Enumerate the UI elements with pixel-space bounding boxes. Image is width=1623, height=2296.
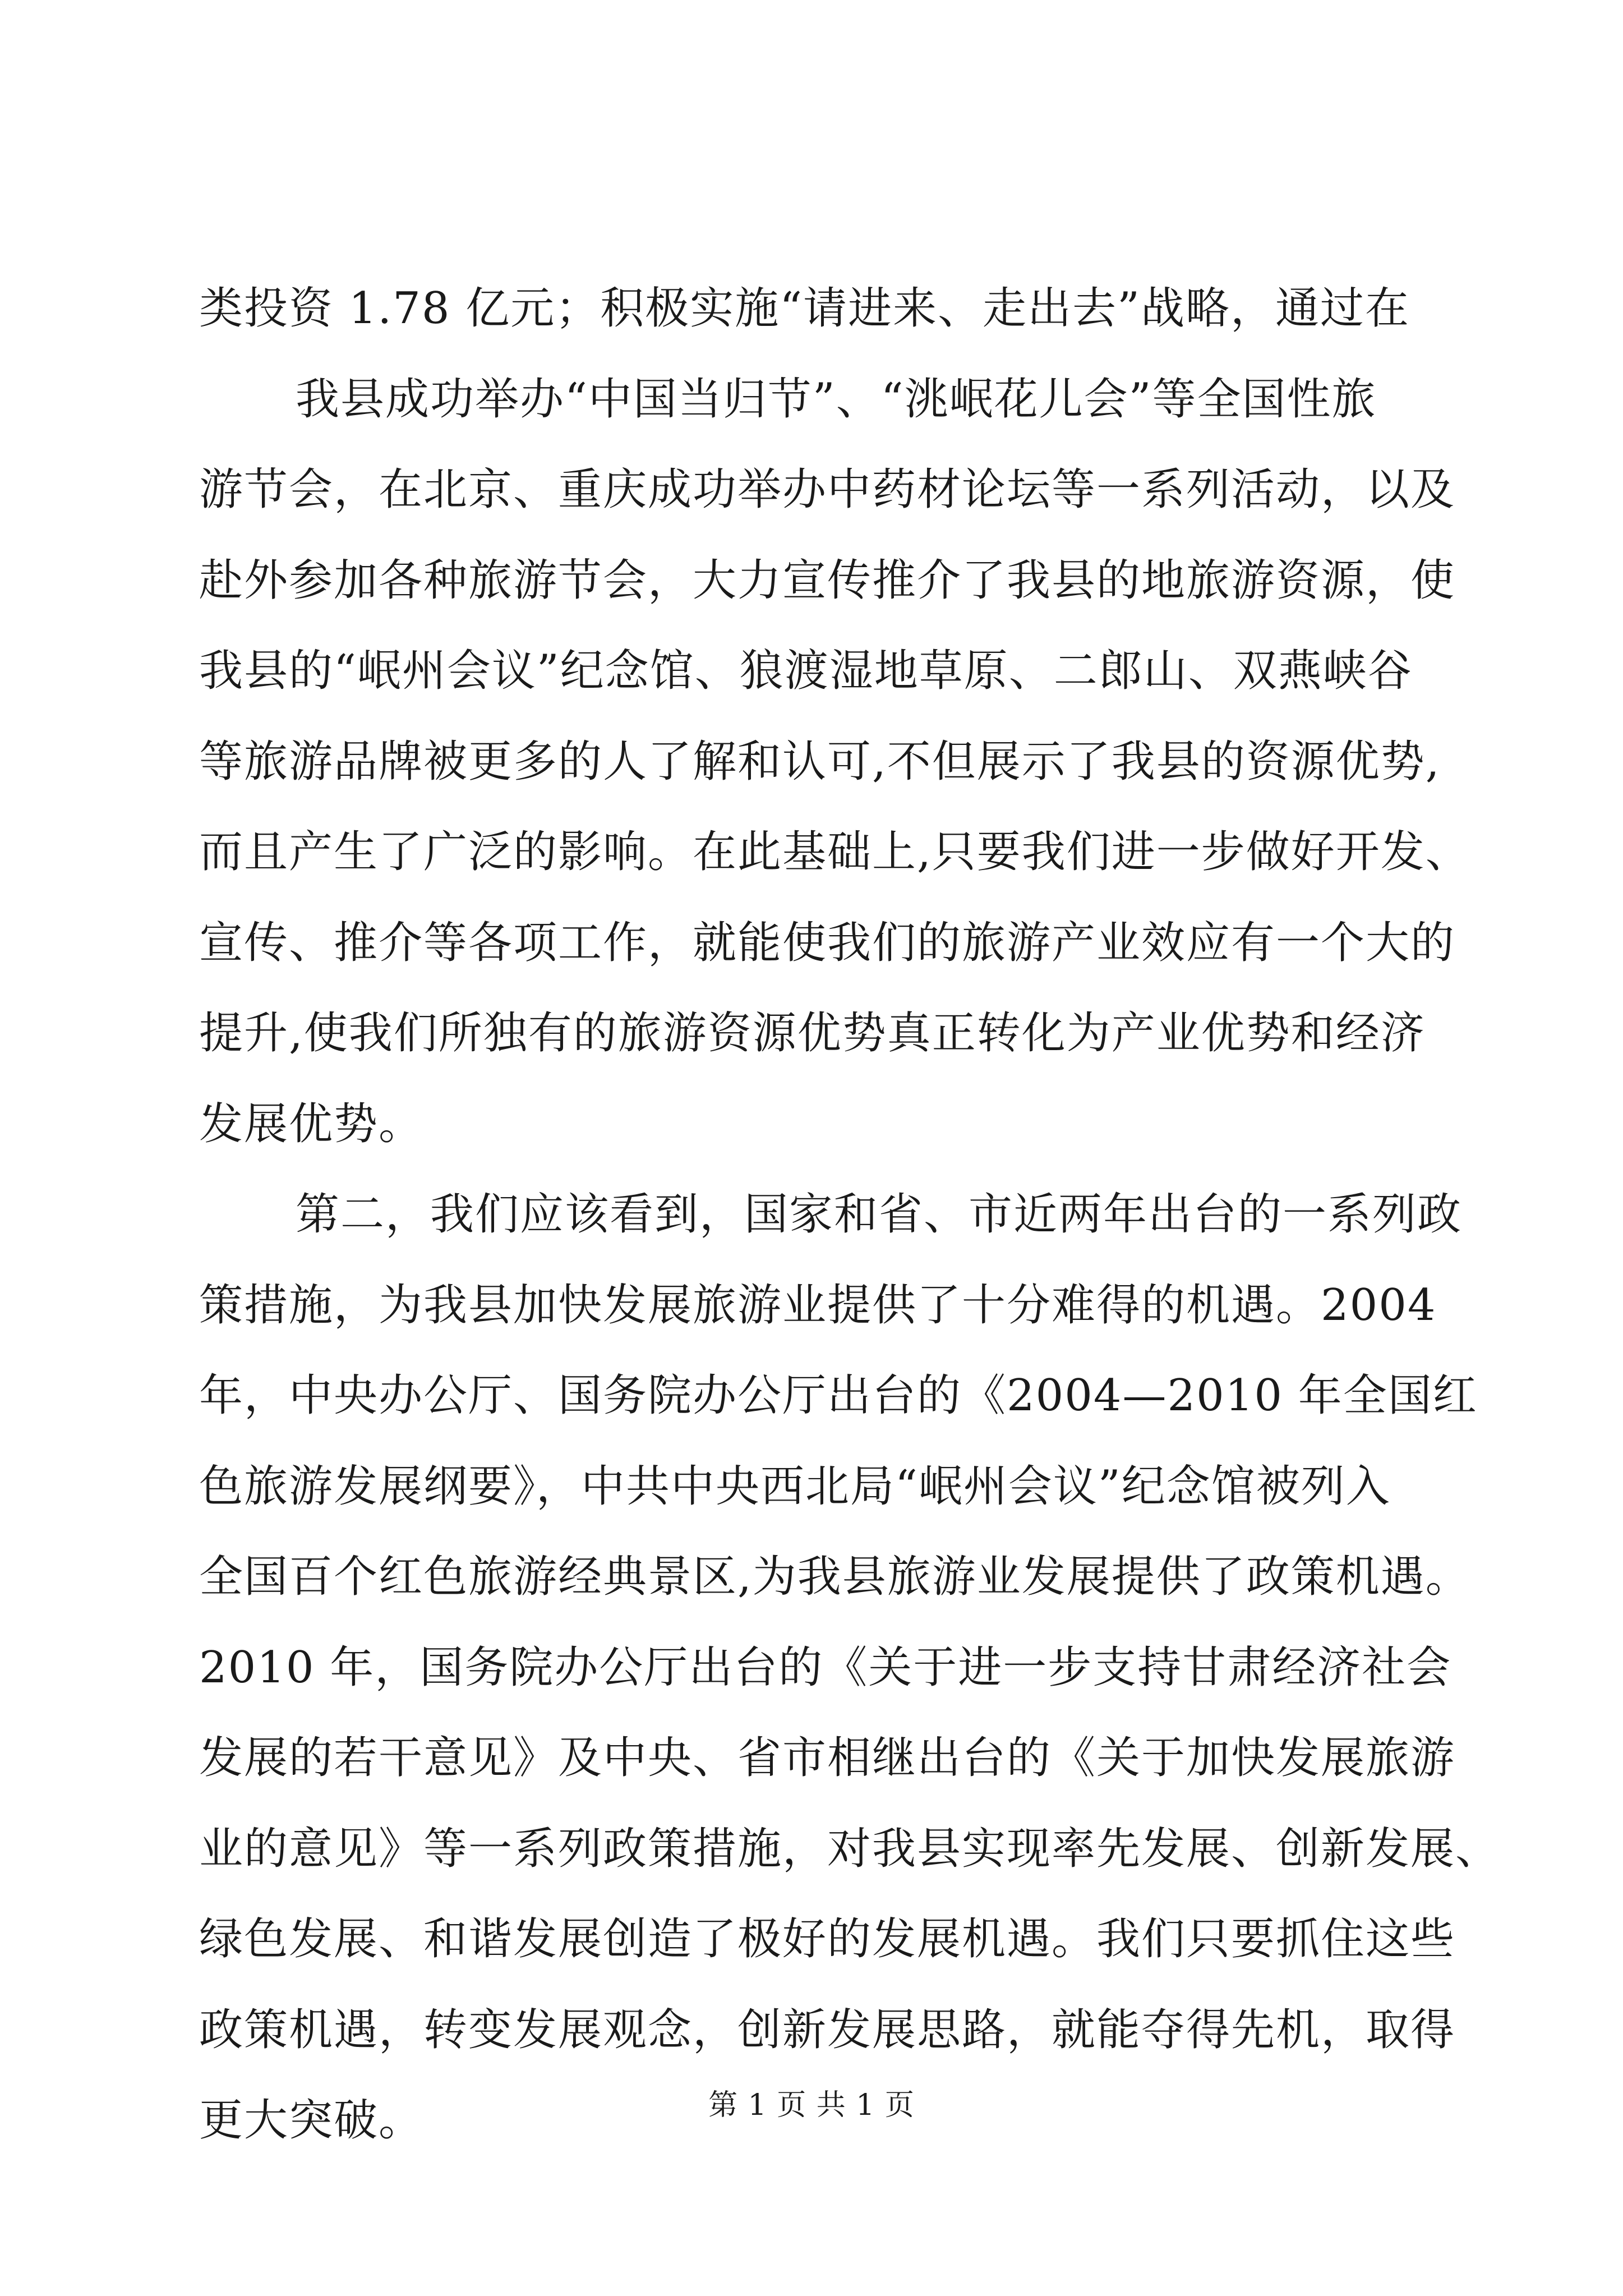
document-body (199, 264, 1501, 2166)
text-line: 策措施，为我县加快发展旅游业提供了十分难得的机遇。2004 (199, 1280, 1437, 1331)
text-line: 发展的若干意见》及中央、省市相继出台的《关于加快发展旅游 (199, 1733, 1456, 1783)
text-line: 色旅游发展纲要》，中共中央西北局“岷州会议”纪念馆被列入 (199, 1461, 1391, 1512)
text-line: 全国百个红色旅游经典景区,为我县旅游业发展提供了政策机遇。 (199, 1552, 1470, 1602)
text-line: 发展优势。 (199, 1098, 424, 1149)
text-line: 2010 年，国务院办公厅出台的《关于进一步支持甘肃经济社会 (199, 1642, 1452, 1693)
paragraph-start-line: 我县成功举办“中国当归节”、“洮岷花儿会”等全国性旅 (296, 374, 1377, 425)
text-line: 业的意见》等一系列政策措施，对我县实现率先发展、创新发展、 (199, 1823, 1501, 1874)
text-line: 类投资 1.78 亿元；积极实施“请进来、走出去”战略，通过在 (199, 283, 1410, 334)
text-line: 我县的“岷州会议”纪念馆、狼渡湿地草原、二郎山、双燕峡谷 (199, 646, 1413, 696)
text-line: 游节会，在北京、重庆成功举办中药材论坛等一系列活动，以及 (199, 464, 1456, 515)
text-line: 而且产生了广泛的影响。在此基础上,只要我们进一步做好开发、 (199, 827, 1470, 877)
text-line: 年，中央办公厅、国务院办公厅出台的《2004—2010 年全国红 (199, 1370, 1478, 1421)
page-number-footer: 第 1 页 共 1 页 (708, 2088, 915, 2122)
text-line: 绿色发展、和谐发展创造了极好的发展机遇。我们只要抓住这些 (199, 1914, 1456, 1964)
text-line: 提升,使我们所独有的旅游资源优势真正转化为产业优势和经济 (199, 1008, 1426, 1059)
text-line: 宣传、推介等各项工作，就能使我们的旅游产业效应有一个大的 (199, 917, 1456, 968)
text-line: 赴外参加各种旅游节会，大力宣传推介了我县的地旅游资源，使 (199, 555, 1456, 606)
text-line: 更大突破。 (199, 2095, 424, 2146)
text-line: 等旅游品牌被更多的人了解和认可,不但展示了我县的资源优势, (199, 736, 1441, 787)
paragraph-start-line: 第二，我们应该看到，国家和省、市近两年出台的一系列政 (296, 1189, 1463, 1240)
text-line: 政策机遇，转变发展观念，创新发展思路，就能夺得先机，取得 (199, 2004, 1456, 2055)
